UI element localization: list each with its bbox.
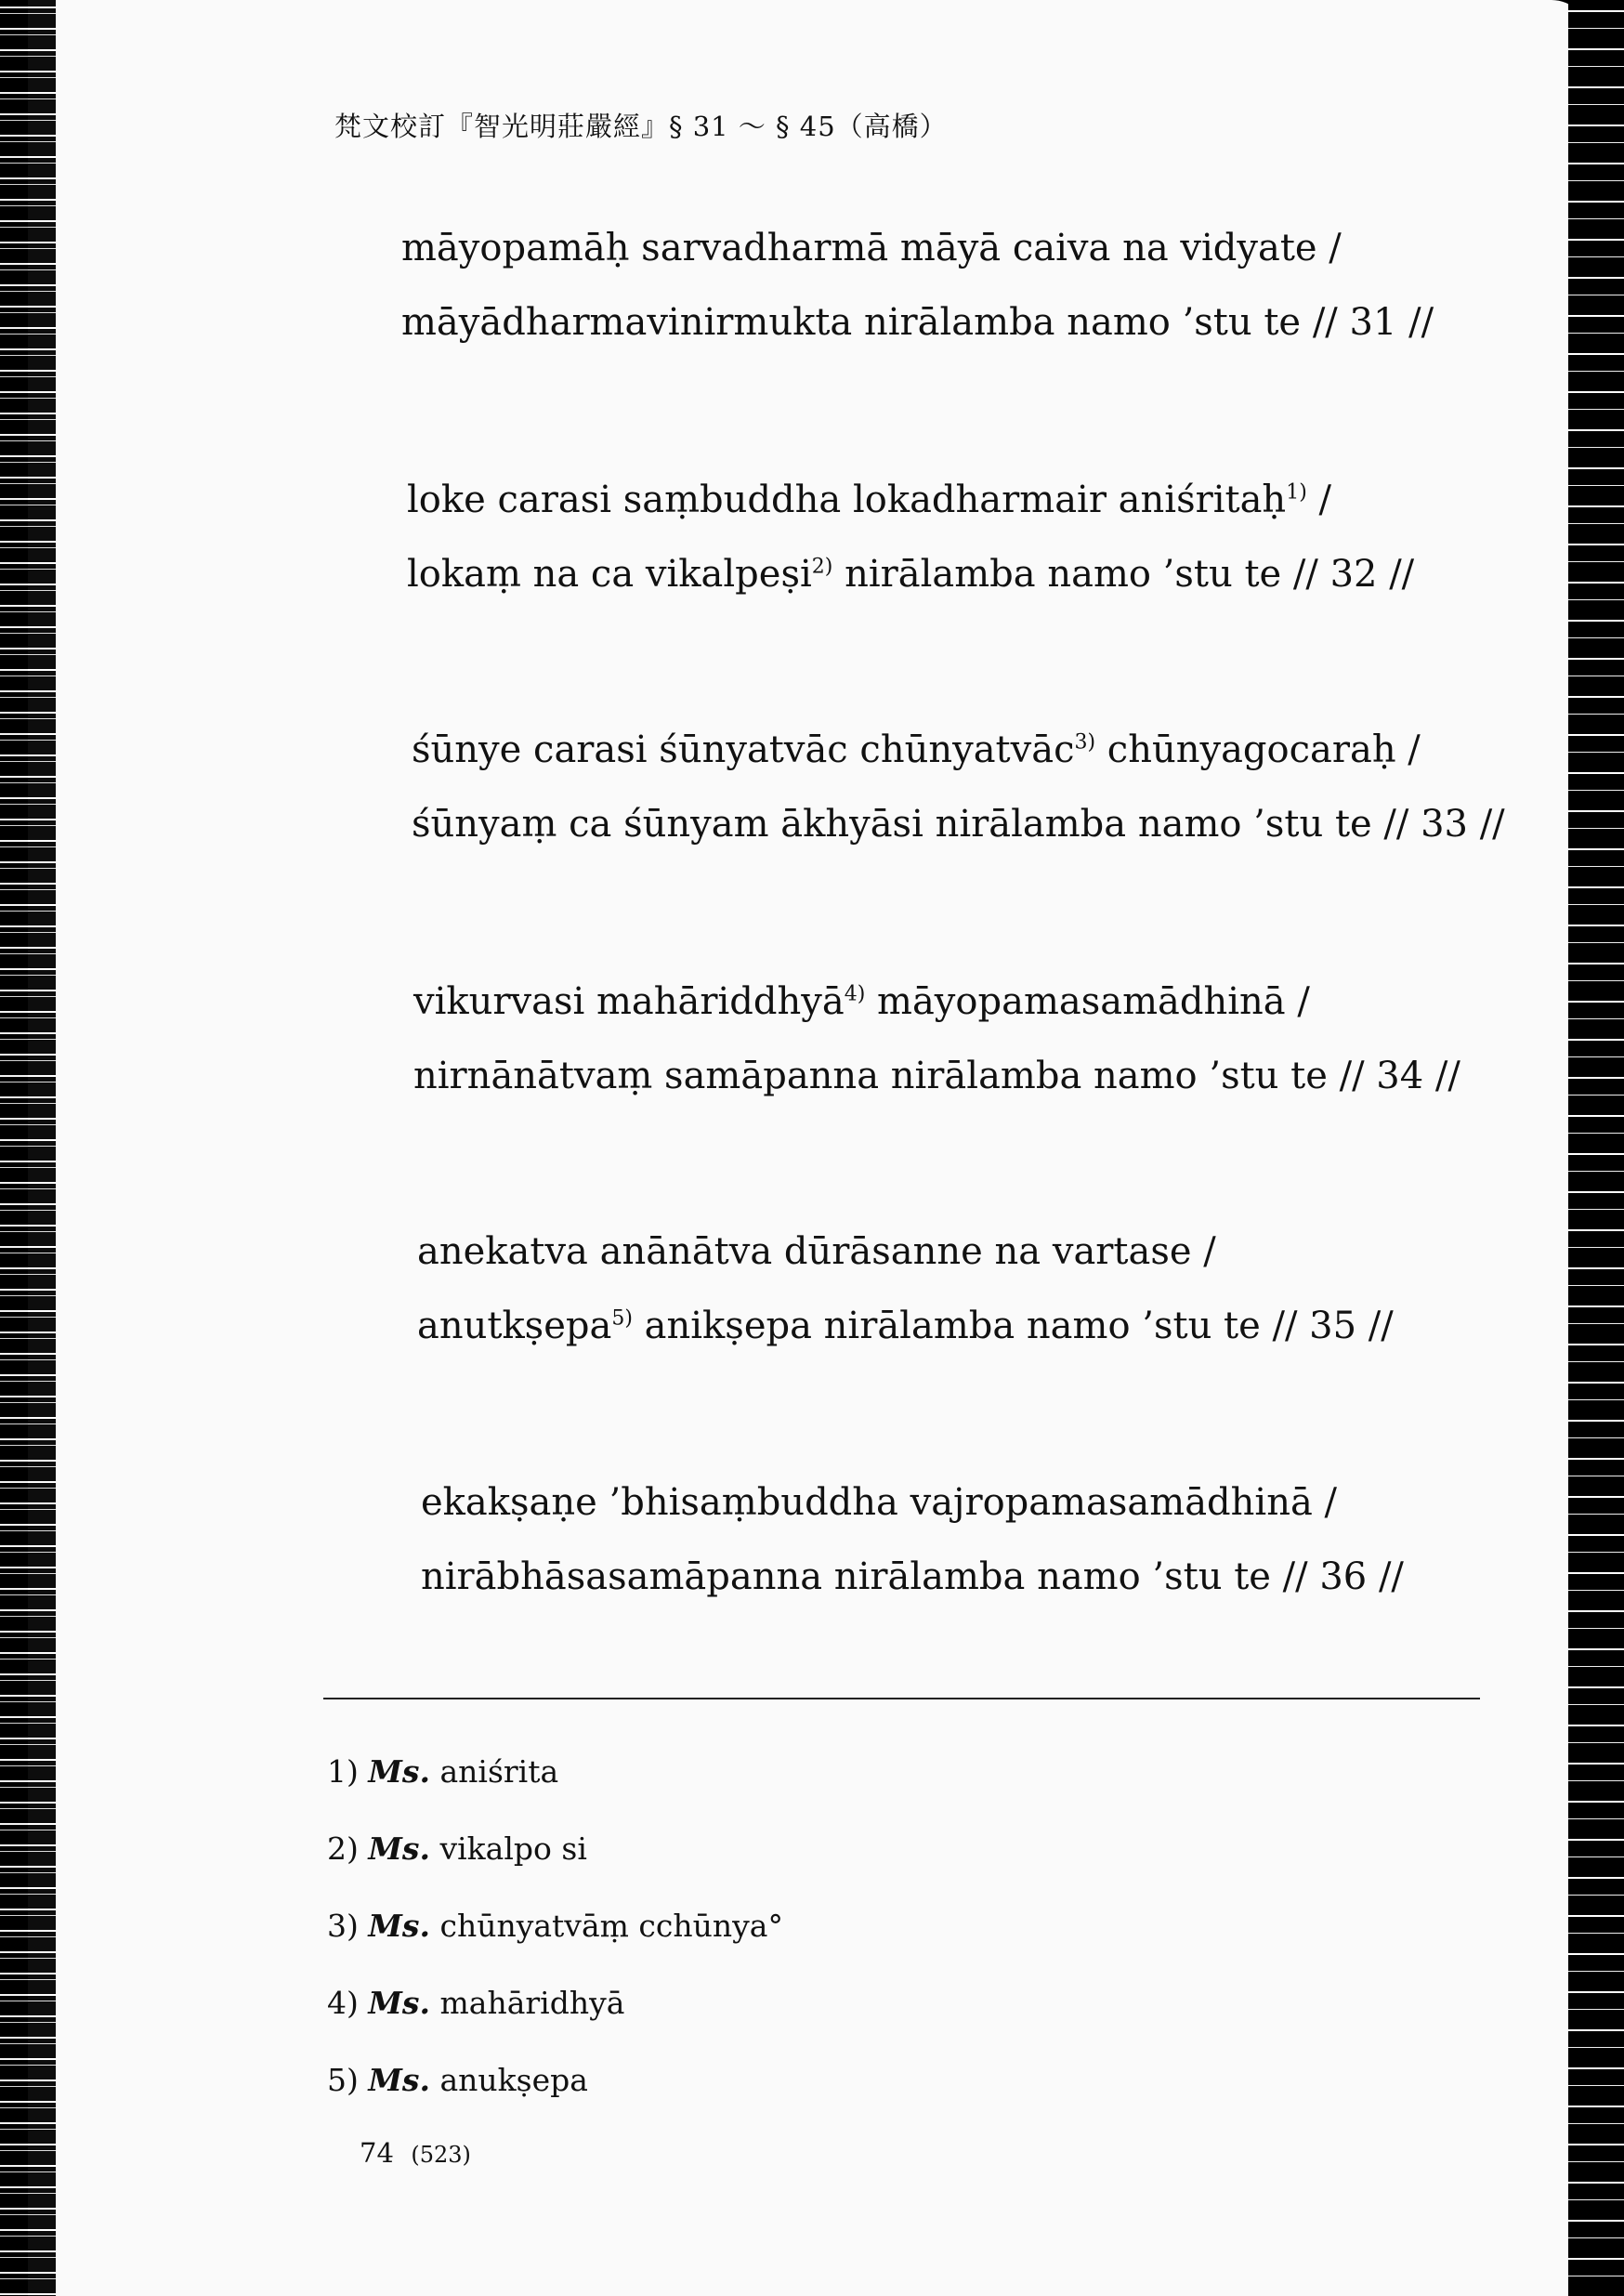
verse-text: māyopamasamādhinā / — [865, 980, 1310, 1023]
footnote-number: 1) — [327, 1753, 359, 1790]
footnote-number: 3) — [327, 1908, 359, 1944]
verse-line: māyopamāḥ sarvadharmā māyā caiva na vidyate / — [401, 227, 1342, 269]
footnote-1 — [327, 1753, 783, 1833]
verse-line: nirābhāsasamāpanna nirālamba namo ’stu te // 36 // — [421, 1555, 1404, 1598]
footnote-text: vikalpo si — [439, 1830, 587, 1867]
verse-text: śūnye carasi śūnyatvāc chūnyatvāc — [412, 728, 1075, 771]
footnote-ms: Ms. — [368, 2062, 430, 2098]
verse-line: anekatva anānātva dūrāsanne na vartase / — [417, 1230, 1216, 1273]
scanned-page — [28, 0, 1589, 2296]
footnote-number: 2) — [327, 1830, 359, 1867]
verse-line — [417, 1307, 1394, 1345]
verse-text: / — [1306, 479, 1331, 521]
scan-border-left — [0, 0, 56, 2296]
footnote-ref: 2) — [811, 555, 833, 579]
verse-text: anikṣepa nirālamba namo ’stu te // 35 // — [632, 1305, 1394, 1347]
footnote-text: aniśrita — [439, 1753, 559, 1790]
verse-32 — [407, 479, 1415, 596]
verse-text: lokaṃ na ca vikalpeṣi — [407, 553, 812, 596]
verse-line: māyādharmavinirmukta nirālamba namo ’stu te // 31 // — [401, 301, 1434, 344]
footnote-text: mahāridhyā — [439, 1985, 625, 2021]
verse-line — [407, 553, 1415, 596]
verse-line: śūnyaṃ ca śūnyam ākhyāsi nirālamba namo ’stu te // 33 // — [412, 803, 1505, 846]
footnote-ms: Ms. — [368, 1985, 430, 2021]
verse-31 — [401, 227, 1434, 344]
verse-35 — [417, 1230, 1394, 1347]
verse-line — [413, 980, 1310, 1023]
running-head: 梵文校訂『智光明莊嚴經』§ 31 ～ § 45（高橋） — [334, 111, 948, 142]
footnote-ref: 5) — [611, 1306, 633, 1331]
footnote-3 — [327, 1910, 783, 1988]
footnote-text: chūnyatvāṃ cchūnya° — [439, 1908, 783, 1944]
verse-text: loke carasi saṃbuddha lokadharmair aniśritaḥ — [407, 479, 1287, 521]
verse-text: chūnyagocaraḥ / — [1095, 728, 1421, 771]
verse-text: nirālamba namo ’stu te // 32 // — [832, 553, 1415, 596]
verse-line — [412, 728, 1421, 771]
verse-34 — [413, 980, 1460, 1097]
footnote-text: anukṣepa — [439, 2062, 588, 2098]
page-number — [360, 2137, 471, 2169]
folio-original-page: (523) — [411, 2142, 471, 2168]
verse-line: nirnānātvaṃ samāpanna nirālamba namo ’stu te // 34 // — [413, 1055, 1460, 1097]
footnote-5 — [327, 2062, 783, 2142]
verse-text: anutkṣepa — [417, 1305, 612, 1347]
footnote-ms: Ms. — [368, 1908, 430, 1944]
footnotes — [327, 1753, 783, 2142]
verse-text: vikurvasi mahāriddhyā — [413, 980, 845, 1023]
footnote-ref: 3) — [1074, 730, 1096, 754]
scan-border-right — [1568, 0, 1624, 2296]
verse-33 — [412, 728, 1505, 846]
footnote-2 — [327, 1830, 783, 1910]
footnote-ms: Ms. — [368, 1753, 430, 1790]
footnote-divider — [323, 1698, 1480, 1699]
footnote-ref: 1) — [1286, 480, 1307, 505]
footnote-ms: Ms. — [368, 1830, 430, 1867]
footnote-number: 5) — [327, 2062, 359, 2098]
footnote-number: 4) — [327, 1985, 359, 2021]
footnote-ref: 4) — [844, 982, 866, 1006]
verse-36 — [421, 1481, 1404, 1598]
verse-line: ekakṣaṇe ’bhisaṃbuddha vajropamasamādhinā / — [421, 1481, 1337, 1524]
verse-line — [407, 479, 1331, 521]
folio-page: 74 — [360, 2137, 394, 2169]
footnote-4 — [327, 1985, 783, 2065]
